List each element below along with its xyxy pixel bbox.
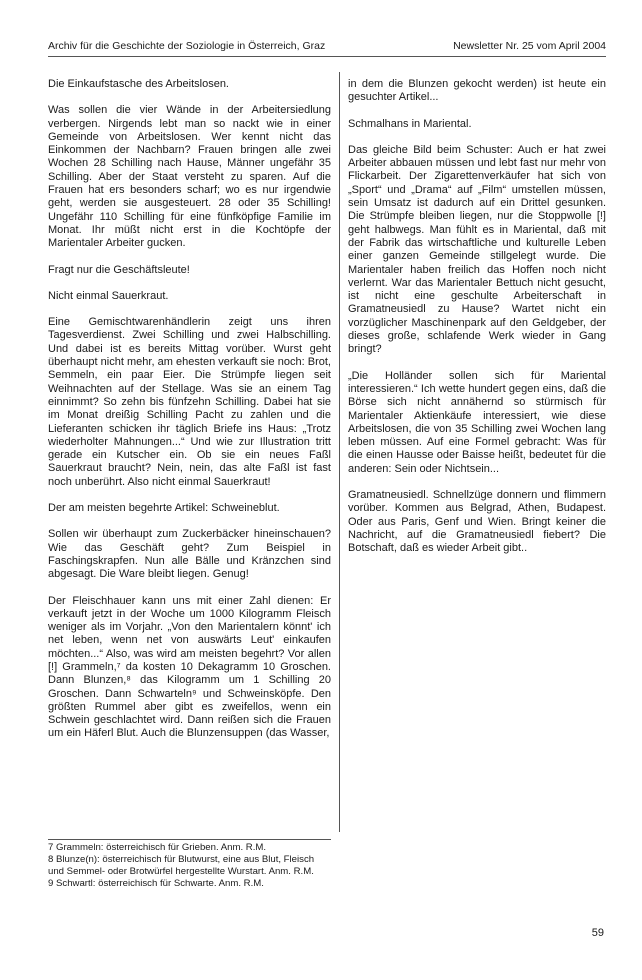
column-divider xyxy=(339,72,340,832)
section-heading: Schmalhans in Mariental. xyxy=(348,117,472,130)
paragraph: Sollen wir überhaupt zum Zuckerbäcker hineinschauen? Wie das Geschäft geht? Zum Beispiel in Faschingskrapfen. Nun alle Bälle und Kränzchen sind abgesagt. Die Ware bleibt liegen. Genug! xyxy=(48,528,331,581)
journal-title: Archiv für die Geschichte der Soziologie in Österreich, Graz xyxy=(48,40,326,52)
left-column xyxy=(48,78,331,754)
paragraph: „Die Holländer sollen sich für Mariental interessieren.“ Ich wette hundert gegen eins, daß die Börse sich nicht annähernd so stürmisch für Marientaler Aktienkäufe interessiert, wie diese Arbeitslosen, die von 35 Schilling zwei Wochen lang leben müssen. Auf eine Formel gebracht: Was für die einen Hausse oder Baisse heißt, bedeutet für die anderen: Sein oder Nichtsein... xyxy=(348,369,606,475)
section-heading: Nicht einmal Sauerkraut. xyxy=(48,289,169,302)
paragraph: Eine Gemischtwarenhändlerin zeigt uns ihren Tagesverdienst. Zwei Schilling und zwei Halbschilling. Und dabei ist es bereits Mittag vorüber. Wurst geht überhaupt nicht mehr, am ehesten verkauft sie noch: Brot, Semmeln, ein paar Eier. Die Strümpfe liegen seit Weihnachten auf der Stellage. Was sie an einem Tag einnimmt? So zehn bis fünfzehn Schilling. Dabei hat sie im Monat dreißig Schilling Pacht zu zahlen und die Lieferanten schicken ihr täglich Briefe ins Haus: „Trotz wiederholter Mahnungen...“ Und wie zur Illustration tritt gerade ein Kutscher ein. Ob sie ein neues Faßl Sauerkraut braucht? Nein, nein, das alte Faßl ist fast noch unberührt. Also nicht einmal Sauerkraut! xyxy=(48,316,331,488)
section-heading: Die Einkaufstasche des Arbeitslosen. xyxy=(48,78,229,90)
paragraph: in dem die Blunzen gekocht werden) ist heute ein gesuchter Artikel... xyxy=(348,78,606,104)
paragraph: Gramatneusiedl. Schnellzüge donnern und flimmern vorüber. Kommen aus Belgrad, Athen, Budapest. Oder aus Paris, Genf und Wien. Bringt keiner die Nachricht, auf die Gramatneusiedl fiebert? Die Botschaft, daß es wieder Arbeit gibt.. xyxy=(348,489,606,555)
paragraph: Was sollen die vier Wände in der Arbeitersiedlung verbergen. Nirgends lebt man so nackt wie in einer Gemeinde von Arbeitslosen. Wer kennt nicht das Einkommen der Nachbarn? Frauen bringen alle zwei Wochen 28 Schilling nach Hause, Männer ungefähr 35 Schilling. Aber der Staat versteht zu sparen. Auf die Frauen hat ers besonders scharf; wo es nur irgendwie geht, werden sie ausgesteuert. 28 oder 35 Schilling! Ungefähr 110 Schilling für eine fünfköpfige Familie im Monat. Ihr müßt nicht erst in die Kochtöpfe der Marientaler Arbeiter gucken. xyxy=(48,104,331,250)
issue-info: Newsletter Nr. 25 vom April 2004 xyxy=(453,40,606,52)
footnote-7: 7 Grammeln: österreichisch für Grieben. Anm. R.M. xyxy=(48,842,267,853)
right-column xyxy=(348,78,606,569)
footnote-8: 8 Blunze(n): österreichisch für Blutwurst, eine aus Blut, Fleisch und Semmel- oder Brotwürfel hergestellte Wurstart. Anm. R.M. xyxy=(48,854,315,877)
footnotes xyxy=(48,842,331,890)
footnote-rule xyxy=(48,839,331,840)
section-heading: Der am meisten begehrte Artikel: Schweineblut. xyxy=(48,502,280,515)
running-header xyxy=(48,38,606,57)
section-heading: Fragt nur die Geschäftsleute! xyxy=(48,263,190,276)
page-number: 59 xyxy=(591,927,604,939)
paragraph: Das gleiche Bild beim Schuster: Auch er hat zwei Arbeiter abbauen müssen und lebt fast nur mehr von Flickarbeit. Der Zigarettenverkäufer hat sich von „Sport“ und „Drama“ auf „Film“ umstellen müssen, sein Umsatz ist dadurch auf ein Drittel gesunken. Die Strümpfe bleiben liegen, nur die Stoppwolle [!] geht halbwegs. Man fühlt es in Mariental, daß mit der Fabrik das wirtschaftliche und kulturelle Leben einer ganzen Gemeinde stillgelegt wurde. Die Marientaler haben freilich das Hoffen noch nicht verlernt. War das Marientaler Bettuch nicht gesucht, ist nicht eine geschulte Arbeiterschaft in Gramatneusiedl zu Hause? Wartet nicht ein vorzüglicher Maschinenpark auf den Geldgeber, der dieses große, schlafende Werk wieder in Gang bringt? xyxy=(348,143,606,356)
paragraph: Der Fleischhauer kann uns mit einer Zahl dienen: Er verkauft jetzt in der Woche um 1000 Kilogramm Fleisch weniger als im Vorjahr. „Von den Marientalern könnt' ich net leben, wenn net von auswärts Leut' einkaufen möchten...“ Also, was wird am meisten begehrt? Vor allen [!] Grammeln,⁷ da kosten 10 Dekagramm 10 Groschen. Dann Blunzen,⁸ das Kilogramm um 1 Schilling 20 Groschen. Dann Schwarteln⁹ und Schweinsköpfe. Den größten Rummel aber gibt es zweifellos, wenn ein Schwein geschlachtet wird. Dann reißen sich die Frauen um ein Häferl Blut. Auch die Blunzensuppen (das Wasser, xyxy=(48,594,331,740)
footnote-9: 9 Schwartl: österreichisch für Schwarte. Anm. R.M. xyxy=(48,878,264,889)
